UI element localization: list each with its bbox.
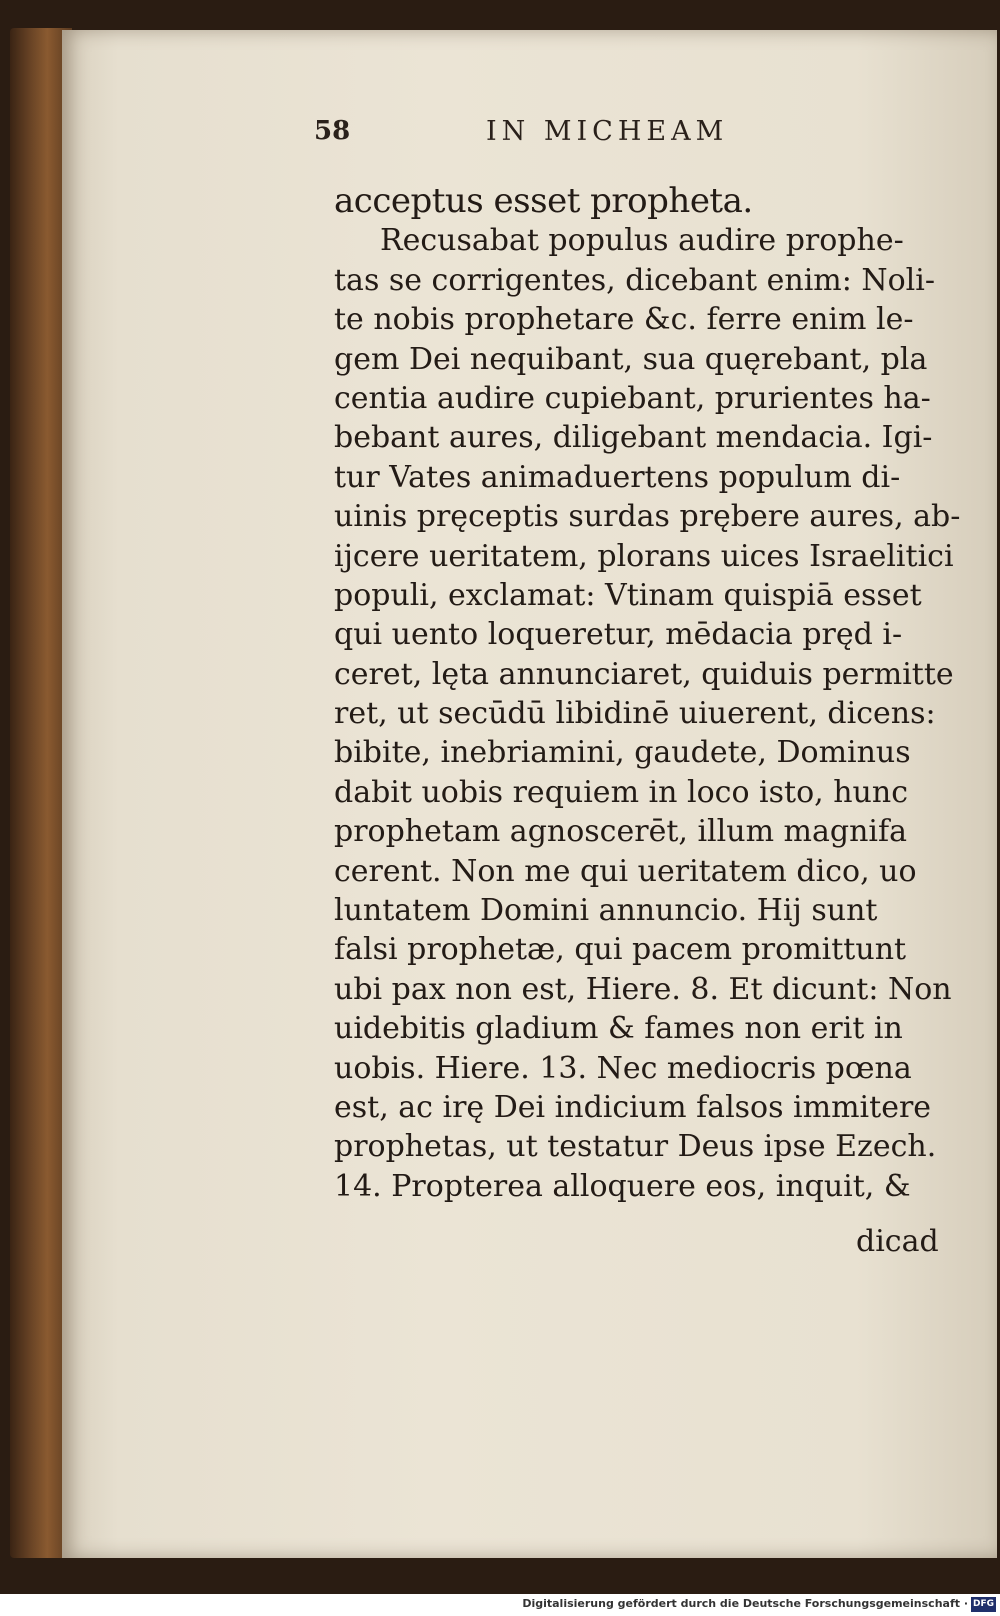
text-line: luntatem Domini annuncio. Hij sunt: [334, 893, 878, 929]
text-line: dabit uobis requiem in loco isto, hunc: [334, 774, 908, 810]
text-line: bebant aures, diligebant mendacia. Igi-: [334, 420, 933, 456]
text-line: populi, exclamat: Vtinam quispiā esset: [334, 577, 922, 613]
text-line: te nobis prophetare &c. ferre enim le-: [334, 302, 914, 338]
catchword: dicad: [856, 1224, 939, 1259]
footer-strip: [0, 1594, 1000, 1616]
funding-credit: Digitalisierung gefördert durch die Deutsche Forschungsgemeinschaft ·: [522, 1597, 968, 1610]
body-text: [334, 181, 961, 1206]
text-line: 14. Propterea alloquere eos, inquit, &: [334, 1168, 911, 1204]
running-head: IN MICHEAM: [486, 116, 729, 147]
text-line: gem Dei nequibant, sua quęrebant, pla: [334, 341, 928, 377]
text-line: uidebitis gladium & fames non erit in: [334, 1011, 903, 1047]
text-line: uobis. Hiere. 13. Nec mediocris pœna: [334, 1050, 912, 1086]
text-line: est, ac irę Dei indicium falsos immitere: [334, 1089, 932, 1125]
text-line: ret, ut secūdū libidinē uiuerent, dicens:: [334, 696, 936, 732]
text-line: centia audire cupiebant, prurientes ha-: [334, 380, 931, 416]
text-line: uinis pręceptis surdas prębere aures, ab-: [334, 499, 961, 535]
text-line: ubi pax non est, Hiere. 8. Et dicunt: Non: [334, 971, 952, 1007]
text-line: ijcere ueritatem, plorans uices Israelitici: [334, 538, 954, 574]
text-line: ceret, lęta annunciaret, quiduis permitte: [334, 656, 954, 692]
text-line: prophetam agnoscerēt, illum magnifa: [334, 814, 907, 850]
page-header: [314, 112, 794, 152]
text-line: qui uento loqueretur, mēdacia pręd i-: [334, 617, 903, 653]
text-line: tas se corrigentes, dicebant enim: Noli-: [334, 262, 936, 298]
page-number: 58: [314, 116, 351, 146]
text-line: tur Vates animaduertens populum di-: [334, 459, 901, 495]
text-line: Recusabat populus audire prophe-: [380, 223, 904, 259]
text-line: cerent. Non me qui ueritatem dico, uo: [334, 853, 917, 889]
dfg-logo: DFG: [971, 1597, 996, 1612]
text-line: acceptus esset propheta.: [334, 181, 753, 221]
text-line: prophetas, ut testatur Deus ipse Ezech.: [334, 1129, 937, 1165]
text-line: bibite, inebriamini, gaudete, Dominus: [334, 735, 911, 771]
text-line: falsi prophetæ, qui pacem promittunt: [334, 932, 907, 968]
